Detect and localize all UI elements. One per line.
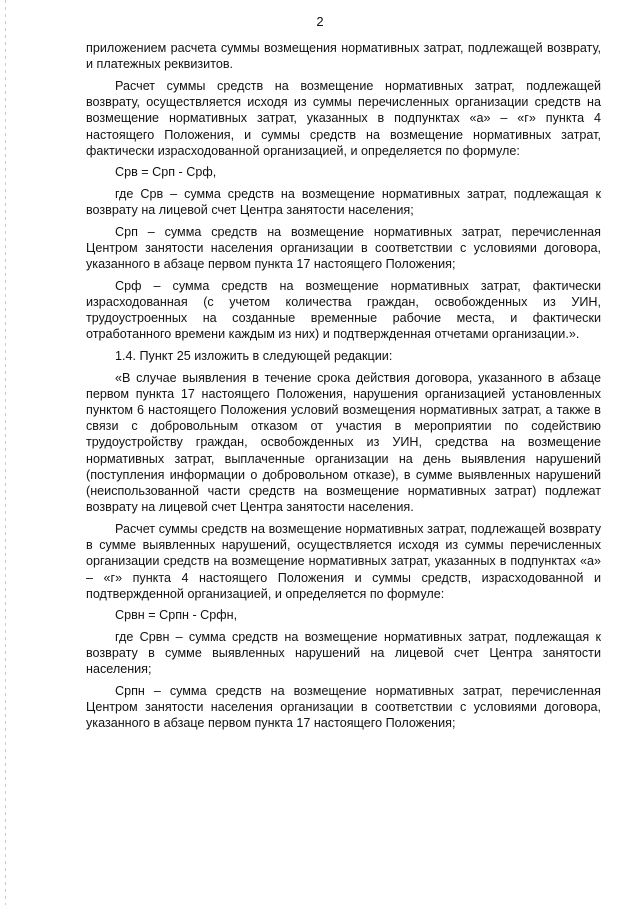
definition-srv: где Срв – сумма средств на возмещение нормативных затрат, подлежащая к возврату на лицевой счет Центра занятости населения; — [86, 186, 601, 217]
definition-srpn: Српн – сумма средств на возмещение нормативных затрат, перечисленная Центром занятости населения организации в соответствии с условиями договора, указанного в абзаце первом пункта 17 настоящего Положения; — [86, 683, 601, 731]
paragraph-continuation: приложением расчета суммы возмещения нормативных затрат, подлежащей возврату, и платежных реквизитов. — [86, 41, 601, 72]
definition-srp: Срп – сумма средств на возмещение нормативных затрат, перечисленная Центром занятости населения организации в соответствии с условиями договора, указанного в абзаце первом пункта 17 настоящего Положения; — [86, 224, 601, 271]
page-edge — [5, 0, 6, 905]
page-number: 2 — [316, 14, 324, 29]
formula-srvn: Срвн = Српн - Срфн, — [115, 608, 238, 622]
paragraph-refund-calculation: Расчет суммы средств на возмещение нормативных затрат, подлежащей возврату, осуществляется исходя из суммы перечисленных организации средств на возмещение нормативных затрат, указанных в подпунктах «а» – «г» пункта 4 настоящего Положения, и суммы средств на возмещение нормативных затрат, фактически израсходованной организацией, и определяется по формуле: — [86, 78, 601, 158]
paragraph-point-25: «В случае выявления в течение срока действия договора, указанного в абзаце первом пункта 17 настоящего Положения, нарушения организацией установленных пунктом 6 настоящего Положения условий возмещения нормативных затрат, а также в связи с добровольным отказом от участия в мероприятии по содействию трудоустройству граждан, освобожденных из УИН, средства на возмещение нормативных затрат, выплаченные организации на день выявления нарушений (поступления информации о добровольном отказе), в сумме выявленных нарушений (неиспользованной части средств на возмещение нормативных затрат) подлежат возврату на лицевой счет Центра занятости населения. — [86, 370, 601, 515]
definition-srvn: где Срвн – сумма средств на возмещение нормативных затрат, подлежащая к возврату в сумме выявленных нарушений на лицевой счет Центра занятости населения; — [86, 629, 601, 677]
section-1-4-heading: 1.4. Пункт 25 изложить в следующей редакции: — [115, 348, 393, 363]
definition-srf: Срф – сумма средств на возмещение нормативных затрат, фактически израсходованная (с учетом количества граждан, освобожденных из УИН, трудоустроенных на созданные временные рабочие места, и фактически отработанного времени каждым из них) и подтвержденная отчетами организации.». — [86, 278, 601, 342]
document-body — [86, 40, 601, 731]
formula-srv: Срв = Срп - Срф, — [115, 164, 217, 179]
paragraph-violation-calculation: Расчет суммы средств на возмещение нормативных затрат, подлежащей возврату в сумме выявленных нарушений, осуществляется исходя из суммы перечисленных организации средств на возмещение нормативных затрат, указанных в подпунктах «а» – «г» пункта 4 настоящего Положения и суммы средств, израсходованной и подтвержденной организацией, и определяется по формуле: — [86, 521, 601, 601]
